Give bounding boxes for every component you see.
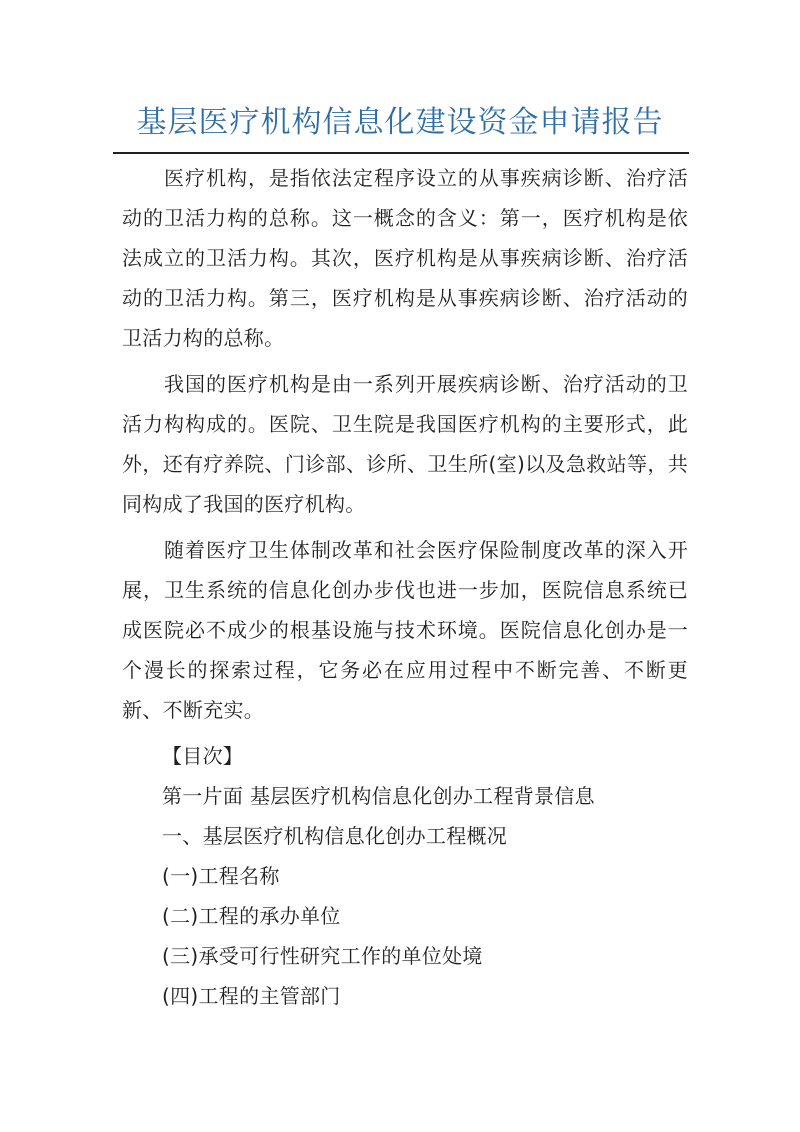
- paragraph-definition: 医疗机构，是指依法定程序设立的从事疾病诊断、治疗活动的卫活力构的总称。这一概念的含义：第一，医疗机构是依法成立的卫活力构。其次，医疗机构是从事疾病诊断、治疗活动的卫活力构。第三，医疗机构是从事疾病诊断、治疗活动的卫活力构的总称。: [122, 166, 688, 350]
- document-body: [122, 158, 688, 1016]
- toc-item: 第一片面 基层医疗机构信息化创办工程背景信息: [162, 784, 595, 808]
- toc-item: 一、基层医疗机构信息化创办工程概况: [162, 824, 508, 848]
- toc-item: (三)承受可行性研究工作的单位处境: [162, 944, 483, 968]
- paragraph-informatization: 随着医疗卫生体制改革和社会医疗保险制度改革的深入开展，卫生系统的信息化创办步伐也进一步加，医院信息系统已成医院必不成少的根基设施与技术环境。医院信息化创办是一个漫长的探索过程，它务必在应用过程中不断完善、不断更新、不断充实。: [122, 538, 688, 722]
- toc-item: (二)工程的承办单位: [162, 904, 341, 928]
- toc-heading: 【目次】: [162, 744, 244, 768]
- document-title: 基层医疗机构信息化建设资金申请报告: [136, 105, 664, 140]
- paragraph-composition: 我国的医疗机构是由一系列开展疾病诊断、治疗活动的卫活力构构成的。医院、卫生院是我国医疗机构的主要形式，此外，还有疗养院、门诊部、诊所、卫生所(室)以及急救站等，共同构成了我国的医疗机构。: [122, 372, 688, 516]
- toc-item: (四)工程的主管部门: [162, 984, 341, 1008]
- table-of-contents: [122, 776, 688, 1016]
- toc-item: (一)工程名称: [162, 864, 280, 888]
- title-divider: [113, 152, 689, 154]
